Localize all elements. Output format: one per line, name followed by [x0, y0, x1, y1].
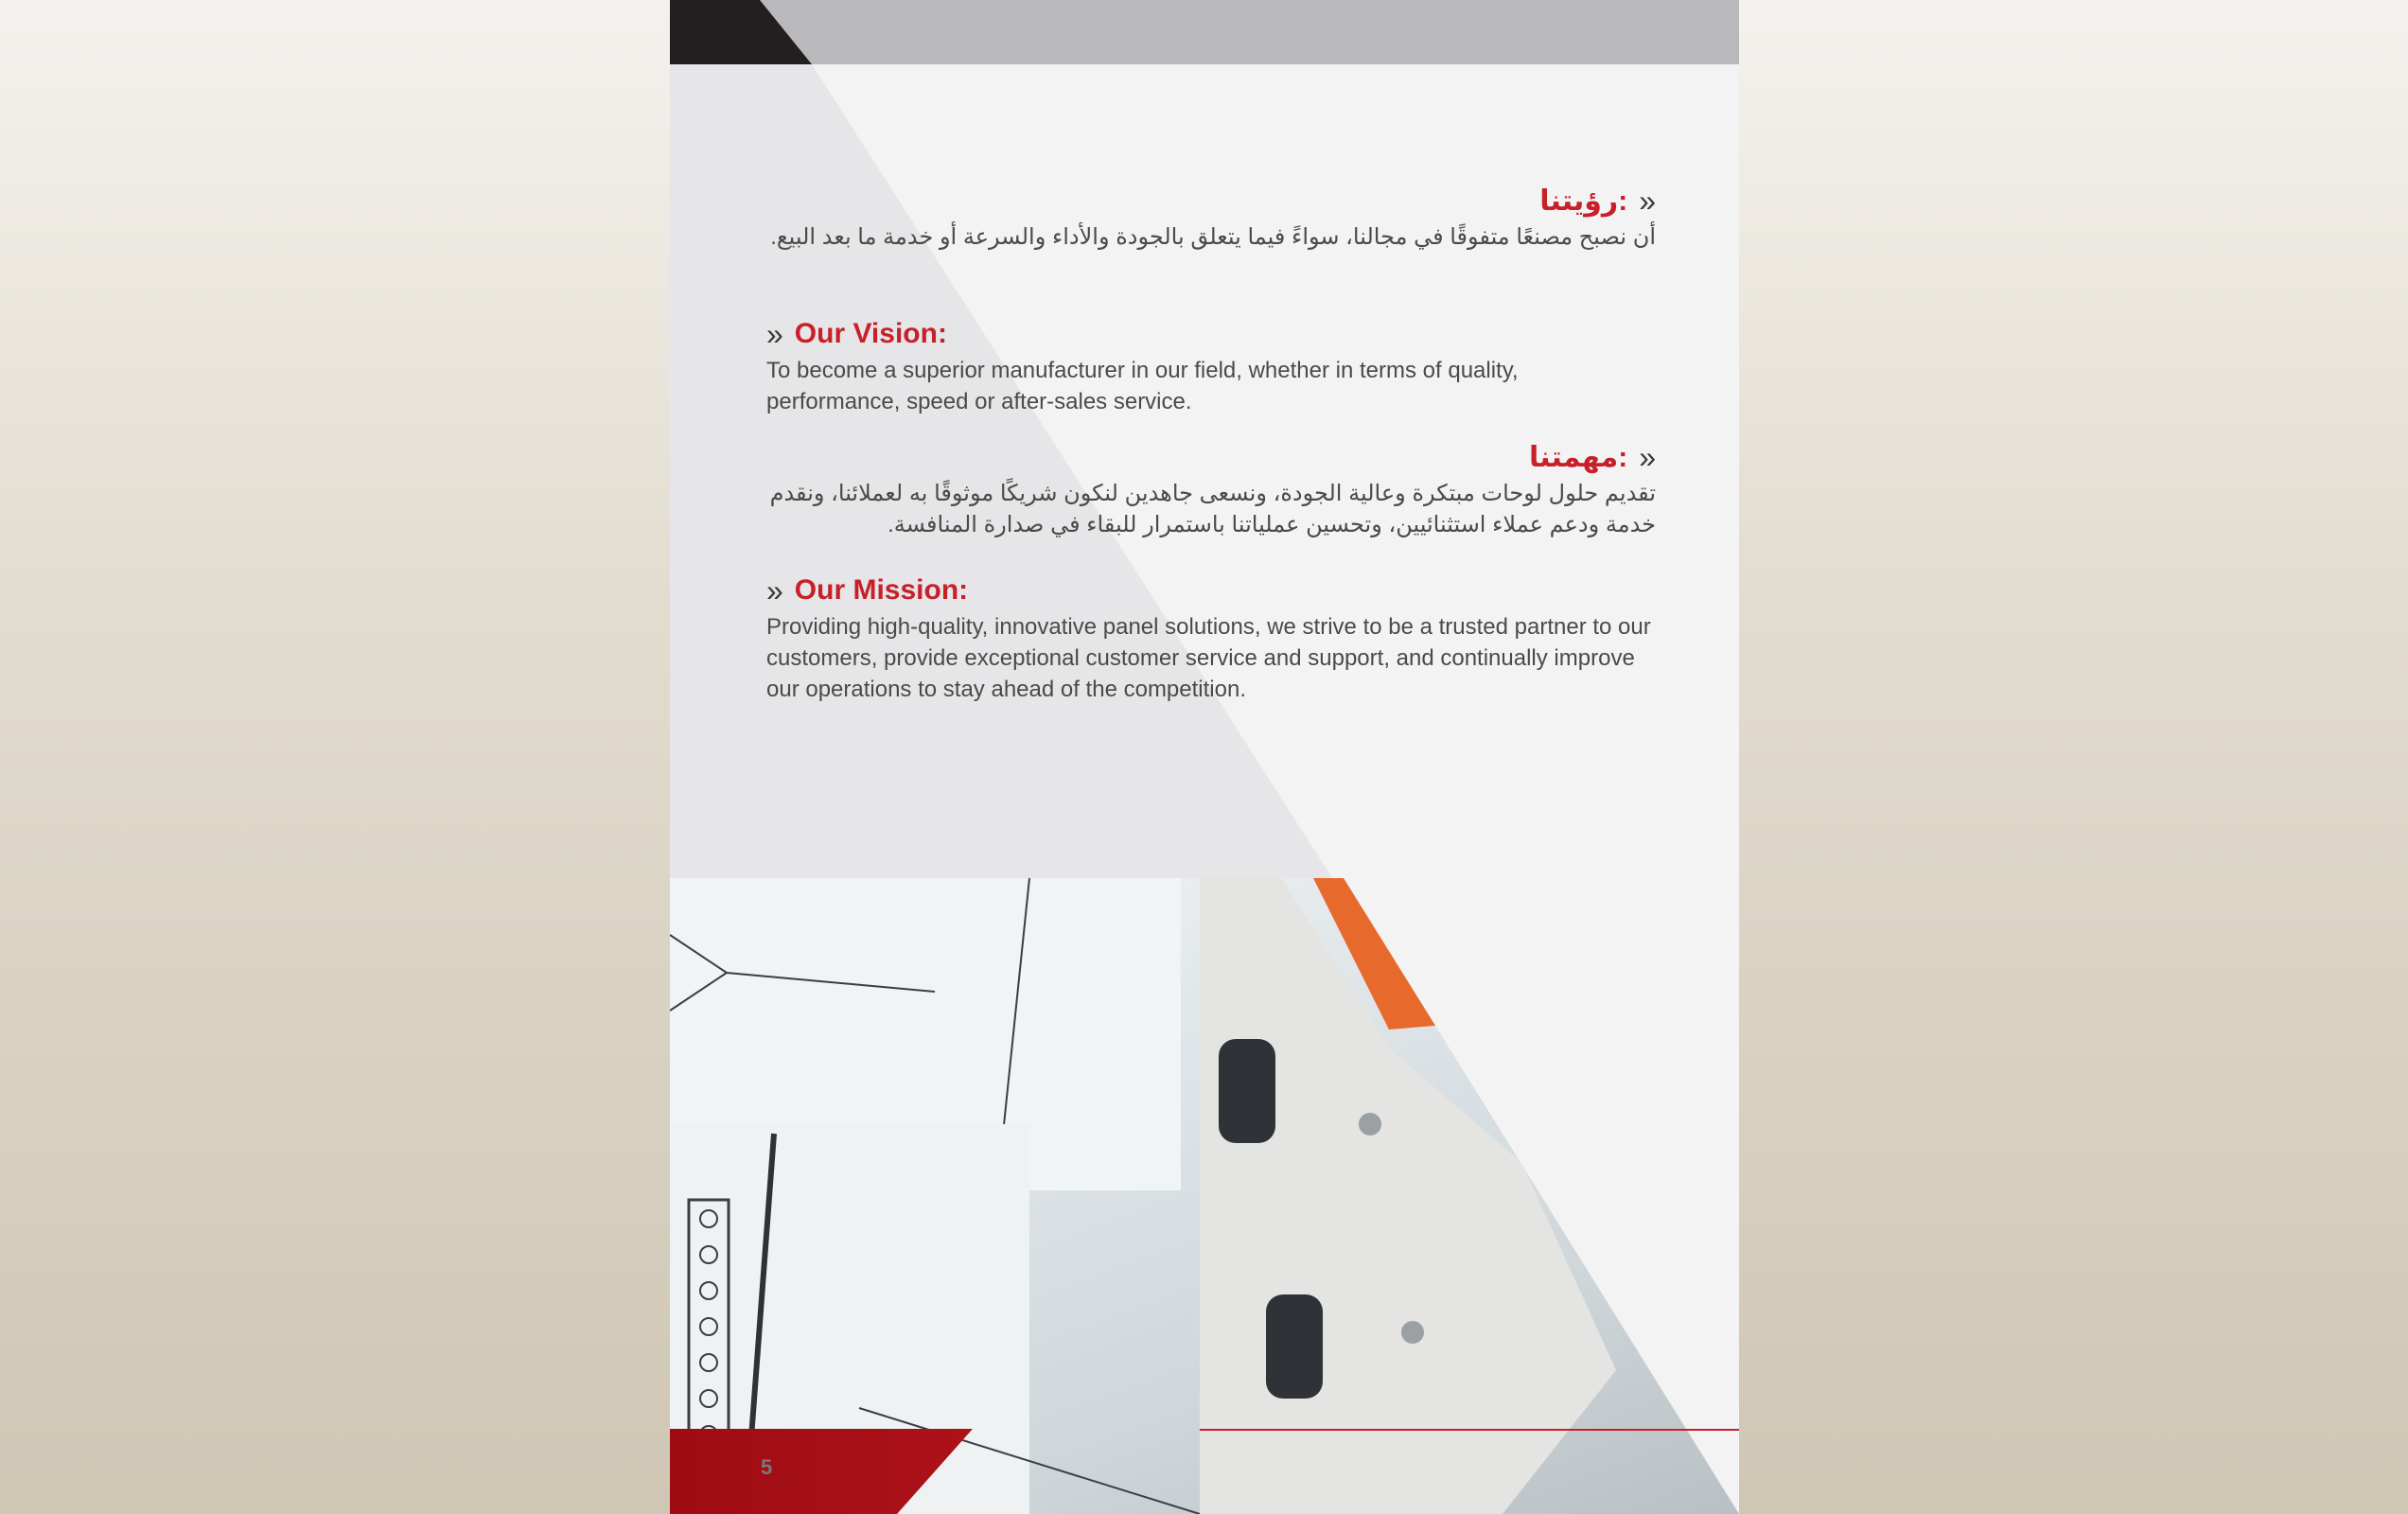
- blueprint-photo: [670, 878, 1739, 1514]
- blueprint-illustration: [670, 878, 1739, 1514]
- mission-arabic-text: تقديم حلول لوحات مبتكرة وعالية الجودة، ونسعى جاهدين لنكون شريكًا موثوقًا به لعملائنا، ونقدم خدمة ودعم عملاء استثنائيين، وتحسين عملياتنا باستمرار للبقاء في صدارة المنافسة.: [769, 481, 1656, 537]
- chevron-icon: »: [766, 573, 783, 607]
- chevron-icon: »: [1639, 440, 1656, 474]
- mission-english-title: Our Mission:: [794, 574, 969, 606]
- mission-english-section: [766, 572, 1656, 705]
- vision-english-title: Our Vision:: [794, 318, 947, 349]
- mission-arabic-title: مهمتنا:: [1528, 441, 1628, 473]
- chevron-icon: »: [1639, 184, 1656, 218]
- vision-arabic-title: رؤيتنا:: [1539, 185, 1628, 217]
- wire-stripper-tool: [1200, 878, 1616, 1514]
- vision-english-section: [766, 315, 1656, 417]
- brochure-page: [670, 0, 1739, 1514]
- mission-arabic-section: [766, 438, 1656, 540]
- vision-arabic-text: أن نصبح مصنعًا متفوقًا في مجالنا، سواءً فيما يتعلق بالجودة والأداء والسرعة أو خدمة ما بعد البيع.: [770, 224, 1656, 250]
- vision-english-text: To become a superior manufacturer in our field, whether in terms of quality, performance, speed or after-sales service.: [766, 358, 1519, 414]
- vision-arabic-section: [766, 182, 1656, 253]
- tool-black-grip-2: [1266, 1294, 1323, 1399]
- page-number: 5: [761, 1455, 773, 1479]
- mission-arabic-heading: [766, 438, 1656, 476]
- tool-black-grip-1: [1219, 1039, 1275, 1143]
- vision-english-heading: [766, 315, 1656, 353]
- mission-english-heading: [766, 572, 1656, 609]
- top-grey-bar: [670, 0, 1739, 64]
- chevron-icon: »: [766, 317, 783, 351]
- vision-arabic-heading: [766, 182, 1656, 220]
- bottom-red-line: [1200, 1429, 1739, 1431]
- mission-english-text: Providing high-quality, innovative panel solutions, we strive to be a trusted partner to our customers, provide exceptional customer service and support, and continually improve our operations to stay ahead of the competition.: [766, 614, 1651, 702]
